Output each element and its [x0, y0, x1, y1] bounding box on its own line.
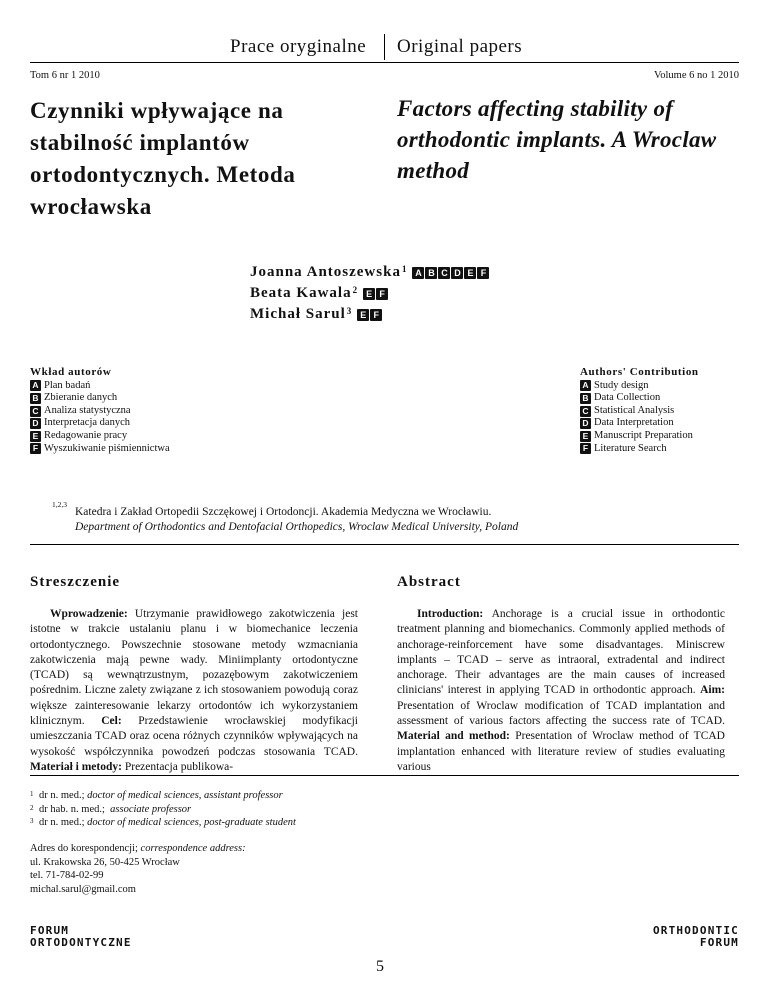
- contribution-code-badge: C: [438, 267, 450, 279]
- legend-code: E: [30, 431, 41, 442]
- legend-code: A: [580, 380, 591, 391]
- methods-text: Presentation of Wroclaw method of TCAD implantation enhanced with literature review of studies evaluating various: [397, 730, 725, 773]
- author-row: [250, 283, 489, 304]
- correspondence-label-en: correspondence address:: [140, 843, 246, 854]
- legend-label: Manuscript Preparation: [594, 429, 693, 441]
- contribution-code-badge: E: [464, 267, 476, 279]
- author-name: Michał Sarul: [250, 306, 346, 322]
- footnote-pl: dr n. med.;: [39, 790, 85, 801]
- legend-code: C: [30, 406, 41, 417]
- affiliation-sup: 1,2,3: [52, 500, 67, 509]
- contribution-heading-en: Authors' Contribution: [580, 366, 699, 378]
- phone-line: tel. 71-784-02-99: [30, 870, 104, 881]
- contribution-code-badge: F: [370, 309, 382, 321]
- legend-code: A: [30, 380, 41, 391]
- legend-label: Interpretacja danych: [44, 417, 130, 429]
- journal-name-line: ORTODONTYCZNE: [30, 936, 132, 949]
- intro-label: Introduction:: [417, 608, 484, 620]
- legend-label: Data Interpretation: [594, 417, 674, 429]
- legend-label: Zbieranie danych: [44, 392, 118, 404]
- affiliation: [75, 505, 518, 535]
- page-number: 5: [376, 958, 384, 975]
- legend-label: Wyszukiwanie piśmiennictwa: [44, 442, 170, 454]
- email-line: michal.sarul@gmail.com: [30, 883, 136, 895]
- contribution-code-badge: F: [376, 288, 388, 300]
- section-label-pl: Prace oryginalne: [230, 36, 367, 57]
- legend-item: [580, 405, 699, 418]
- affiliation-pl: Katedra i Zakład Ortopedii Szczękowej i Ortodoncji. Akademia Medyczna we Wrocławiu.: [75, 506, 492, 518]
- correspondence-label-pl: Adres do korespondencji;: [30, 843, 138, 854]
- legend-item: [580, 392, 699, 405]
- footnote-en: doctor of medical sciences, post-graduate student: [87, 817, 296, 828]
- footnote-rule: [30, 775, 739, 776]
- legend-code: C: [580, 406, 591, 417]
- footnote: [30, 789, 296, 803]
- methods-label: Material and method:: [397, 730, 510, 743]
- footnote: [30, 816, 296, 830]
- contribution-code-badge: E: [363, 288, 375, 300]
- author-name: Beata Kawala: [250, 285, 352, 301]
- footnote-en: associate professor: [110, 803, 192, 815]
- contribution-codes: [363, 288, 388, 300]
- abstract-text: [397, 607, 725, 775]
- contribution-code-badge: B: [425, 267, 437, 279]
- legend-item: [30, 417, 170, 430]
- correspondence-address: [30, 842, 246, 896]
- legend-item: [580, 380, 699, 393]
- contribution-legend-pl: [30, 366, 170, 455]
- methods-text: Prezentacja publikowa-: [121, 760, 234, 773]
- footnote: [30, 803, 296, 817]
- correspondence-label: [30, 842, 246, 856]
- footnotes: [30, 789, 296, 830]
- legend-code: B: [580, 393, 591, 404]
- contribution-code-badge: D: [451, 267, 463, 279]
- intro-text: Anchorage is a crucial issue in orthodontic treatment planning and biomechanics. Commonly applied methods of anchorage-reinforcement have some disadvantages. Miniscrew implants – TCAD – serve as intraoral, extradental and indirect anchorage. Their advantages are the main causes of increased clinicians' interest in applying TCAD in orthodontic approach.: [397, 608, 725, 697]
- journal-name-en: [580, 925, 739, 949]
- aim-label: Cel:: [101, 715, 122, 728]
- author-list: [250, 262, 489, 325]
- journal-name-line: FORUM: [30, 924, 70, 937]
- contribution-codes: [412, 267, 489, 279]
- header-separator: [384, 34, 385, 60]
- legend-code: D: [30, 418, 41, 429]
- section-label-en: Original papers: [397, 36, 523, 57]
- address-line: ul. Krakowska 26, 50-425 Wrocław: [30, 856, 180, 868]
- journal-name-line: ORTHODONTIC: [652, 924, 739, 937]
- header-rule: [30, 62, 739, 63]
- footnote-number: 1: [30, 790, 34, 798]
- legend-item: [30, 430, 170, 443]
- legend-label: Redagowanie pracy: [44, 429, 128, 441]
- contribution-code-badge: A: [412, 267, 424, 279]
- contribution-code-badge: F: [477, 267, 489, 279]
- legend-code: F: [30, 443, 41, 454]
- volume-en: Volume 6 no 1 2010: [654, 70, 739, 81]
- title-pl: Czynniki wpływające na stabilność implantów ortodontycznych. Metoda wrocławska: [30, 98, 296, 219]
- footnote-en: doctor of medical sciences, assistant professor: [87, 790, 283, 801]
- methods-label: Materiał i metody:: [30, 760, 122, 773]
- legend-label: Plan badań: [44, 379, 91, 391]
- abstract-heading: Abstract: [397, 574, 461, 590]
- author-affiliation-sup: 3: [346, 306, 353, 316]
- author-row: [250, 304, 489, 325]
- legend-code: B: [30, 393, 41, 404]
- author-affiliation-sup: 2: [352, 285, 359, 295]
- legend-code: F: [580, 443, 591, 454]
- author-name: Joanna Antoszewska: [250, 264, 401, 280]
- streszczenie-heading: Streszczenie: [30, 574, 121, 590]
- legend-item: [30, 405, 170, 418]
- aim-label: Aim:: [700, 684, 725, 697]
- author-affiliation-sup: 1: [401, 264, 408, 274]
- legend-code: D: [580, 418, 591, 429]
- legend-label: Literature Search: [594, 442, 667, 454]
- legend-item: [580, 430, 699, 443]
- streszczenie-text: [30, 607, 358, 775]
- contribution-codes: [357, 309, 382, 321]
- legend-code: E: [580, 431, 591, 442]
- legend-item: [580, 443, 699, 456]
- legend-item: [580, 417, 699, 430]
- footnote-number: 3: [30, 817, 34, 825]
- intro-label: Wprowadzenie:: [50, 608, 128, 620]
- section-rule: [30, 544, 739, 545]
- legend-item: [30, 443, 170, 456]
- legend-label: Data Collection: [594, 392, 661, 404]
- aim-text: Przedstawienie wrocławskiej modyfikacji umieszczania TCAD oraz ocena różnych czynników wpływających na wysokość współczynnika powodzeń podczas stosowania TCAD.: [30, 715, 358, 758]
- journal-name-line: FORUM: [699, 936, 739, 949]
- title-en: Factors affecting stability of orthodontic implants. A Wroclaw method: [397, 96, 717, 183]
- contribution-legend-en: [580, 366, 699, 455]
- footnote-pl: dr n. med.;: [39, 817, 85, 828]
- contribution-code-badge: E: [357, 309, 369, 321]
- journal-name-pl: [30, 925, 132, 949]
- footnote-number: 2: [30, 803, 34, 812]
- affiliation-en: Department of Orthodontics and Dentofacial Orthopedics, Wroclaw Medical University, Poland: [75, 521, 519, 533]
- legend-label: Statistical Analysis: [594, 404, 675, 416]
- intro-text: Utrzymanie prawidłowego zakotwiczenia jest istotne w trakcie ustalaniu planu i w biomechanice leczenia ortodontycznego. Powszechnie stosowane metody wzmacniania zakotwiczenia mają pewne wady. Miniimplanty ortodontyczne (TCAD) są wewnątrzustnym, pozazębowym zakotwiczeniem pośrednim. Liczne zalety związane z ich stosowaniem powodują coraz większe zainteresowanie lekarzy ortodontów ich wykorzystaniem klinicznym.: [30, 608, 358, 728]
- volume-pl: Tom 6 nr 1 2010: [30, 70, 100, 81]
- author-row: [250, 262, 489, 283]
- legend-label: Analiza statystyczna: [44, 404, 131, 416]
- legend-item: [30, 392, 170, 405]
- footnote-pl: dr hab. n. med.;: [39, 803, 105, 815]
- contribution-heading-pl: Wkład autorów: [30, 366, 112, 378]
- legend-label: Study design: [594, 379, 649, 391]
- legend-item: [30, 380, 170, 393]
- aim-text: Presentation of Wroclaw modification of TCAD implantation and assessment of various factors affecting the success rate of TCAD.: [397, 699, 725, 728]
